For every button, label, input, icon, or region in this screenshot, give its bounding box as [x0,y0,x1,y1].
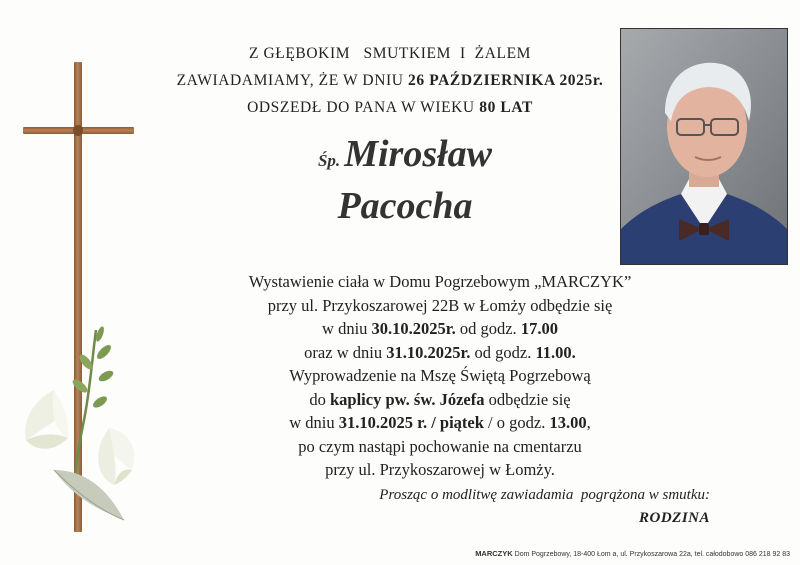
family-signature: RODZINA [638,510,710,526]
header-line-2-text: ZAWIADAMIAMY, ŻE W DNIU [176,72,409,89]
details-line-4-b: od godz. [470,342,536,362]
prayer-request: Prosząc o modlitwę zawiadamia pogrążona w smutku: [379,487,710,503]
portrait-photo [620,28,788,265]
details-line-7-a: w dniu [289,413,339,432]
viewing-time-1: 17.00 [520,319,558,338]
viewing-date-1: 30.10.2025r. [371,319,456,338]
last-name: Pacocha [337,185,473,227]
viewing-time-2: 11.00. [535,342,576,362]
funeral-details [180,270,700,482]
details-line-5: Wyprowadzenie na Mszę Świętą Pogrzebową [289,366,591,385]
details-line-1: Wystawienie ciała w Domu Pogrzebowym „MARCZYK” [248,272,632,291]
header-line-3-text: ODSZEDŁ DO PANA W WIEKU [247,99,480,116]
footer-info: Dom Pogrzebowy, 18-400 Łom a, ul. Przykoszarowa 22a, tel. całodobowo 086 218 92 83 [512,551,790,558]
header-line-1: Z GŁĘBOKIM SMUTKIEM I ŻALEM [248,45,532,62]
cross-center-knot [73,125,83,136]
mass-date: 31.10.2025 r. / piątek [338,413,484,432]
chapel-name: kaplicy pw. św. Józefa [330,389,485,409]
details-line-8: po czym nastąpi pochowanie na cmentarzu [298,436,582,456]
details-line-6 [180,388,700,412]
details-line-6-b: odbędzie się [484,389,571,409]
first-name: Mirosław [344,133,493,175]
details-line-6-a: do [309,389,330,409]
footer-brand: MARCZYK [475,549,513,558]
details-line-9: przy ul. Przykoszarowej w Łomży. [325,460,555,479]
header-line-2 [160,67,620,94]
viewing-date-2: 31.10.2025r. [386,342,471,362]
portrait-image [621,29,787,264]
details-line-3-b: od godz. [455,319,521,338]
announcement-header [160,40,620,121]
deceased-name [240,132,570,228]
details-line-7-c: , [586,413,591,432]
lily-flowers-icon [14,320,144,535]
name-prefix: Śp. [317,151,341,170]
details-line-3 [180,317,700,341]
details-line-7-b: / o godz. [483,413,550,432]
header-line-3 [160,94,620,121]
age: 80 LAT [479,99,533,116]
death-date: 26 PAŹDZIERNIKA 2025r. [408,72,604,89]
details-line-2: przy ul. Przykoszarowej 22B w Łomży odbędzie się [267,295,613,315]
details-line-7 [180,411,700,435]
mass-time: 13.00 [549,413,587,432]
details-line-4-a: oraz w dniu [304,342,387,362]
funeral-home-footer [400,549,790,558]
details-line-4 [180,341,700,365]
closing-block [300,484,710,530]
details-line-3-a: w dniu [322,319,372,338]
